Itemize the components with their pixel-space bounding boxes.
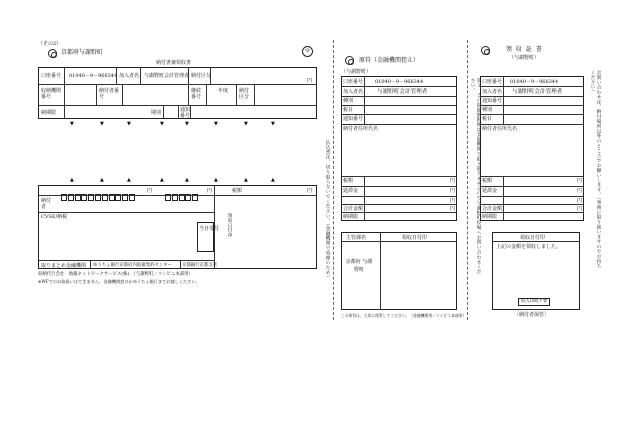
- receipt-row-1: 種別: [482, 107, 493, 113]
- row2-col-4: 納付区分: [239, 88, 250, 100]
- notice-no-label: 通知番号: [180, 107, 191, 119]
- original-row-2: 通知番号: [343, 116, 364, 122]
- code-label: 納付区分: [191, 73, 212, 79]
- payer-label: 納付者: [41, 198, 52, 210]
- bank-label: 取りまとめ金融機関: [41, 263, 87, 269]
- original-payee-value: 与謝野町会計管理者: [377, 89, 428, 95]
- original-sub: （与謝野町）: [341, 69, 372, 75]
- receipt-yen-2: 円: [577, 198, 583, 204]
- receipt-title: 領 収 証 書: [506, 46, 543, 53]
- notice-side-note: 払込票は、切り取らないでください。（金融機関で処理のため）: [325, 140, 330, 280]
- payee-value: 与謝野町会計管理者: [144, 73, 190, 79]
- receipt-yen-0: 円: [577, 178, 583, 184]
- town-name: 京都府与謝野町: [61, 49, 104, 56]
- receipt-amount-1: 延滞金: [482, 188, 498, 194]
- original-row-1: 税目: [343, 107, 354, 113]
- bank-extra: 京都銀行京都支店: [182, 263, 218, 268]
- mark-icon: ゆ: [302, 46, 313, 57]
- company-note: ※WFでのお取扱いはできません。金融機関窓口かゆうちょ銀行までお越しください。: [38, 279, 200, 284]
- yen-mark-3: 円: [307, 188, 313, 194]
- receipt-account-label: 口座番号: [482, 79, 503, 85]
- original-note: この原符は、大切に保管してください。（金融機関用／コンビニ本部用）: [341, 313, 467, 318]
- original-title: 原符（金融機関控え）: [359, 57, 420, 64]
- original-emblem-icon: [345, 56, 354, 65]
- receipt-amount-0: 税額: [482, 178, 493, 184]
- receipt-stamp-label: 領収日付印: [520, 235, 546, 241]
- receipt-amount-3: 納期限: [482, 214, 498, 220]
- receipt-side-right: お問い合わせは、納付場所以外のところでお願いします。（事務に取り扱いますのでお持ちください）: [590, 70, 601, 269]
- date-stamp-label: 領収日付印: [227, 213, 232, 238]
- original-amount-1: 延滞金: [343, 188, 359, 194]
- original-stamp-label: 領収日付印: [402, 235, 428, 241]
- original-amount-2: 合計金額: [343, 206, 364, 212]
- receipt-row-3: 納付者住所氏名: [482, 126, 518, 132]
- receipt-yen-3: 円: [577, 206, 583, 212]
- yen-mark-2: 円: [207, 188, 213, 194]
- original-form: [341, 76, 457, 221]
- detail-label: CVSE/納税: [41, 214, 68, 220]
- received-by-label: 収入印紙不要: [521, 299, 548, 304]
- notice-title: 納付書兼領収書: [156, 60, 192, 66]
- receipt-payee-label: 加入者名: [482, 89, 503, 95]
- due-label: 納期限: [41, 110, 57, 116]
- payee-label: 加入者名: [119, 73, 140, 79]
- sono-label: （その2）: [38, 41, 62, 47]
- original-account-value: 01040－9－966344: [375, 79, 424, 85]
- row2-col-2: 継続番号: [191, 88, 202, 100]
- receipt-keep-label: 〔納付者保管〕: [514, 312, 550, 318]
- account-label: 口座番号: [41, 73, 62, 79]
- yen-mark-top: 円: [307, 78, 313, 84]
- receipt-payee-value: 与謝野町会計管理者: [512, 89, 563, 95]
- row2-col-3: 年度: [218, 88, 229, 94]
- original-row-0: 種別: [343, 98, 354, 104]
- receipt-emblem-icon: [481, 46, 490, 55]
- original-yen-0: 円: [450, 178, 456, 184]
- original-chief-label: 主管課名: [346, 235, 367, 241]
- receipt-stamp-text: 上記の金額を領収しました。: [496, 244, 562, 250]
- original-yen-2: 円: [450, 198, 456, 204]
- original-chief-value: 京都府 与謝野町: [345, 259, 373, 273]
- row2-col-1: 納付者番号: [99, 88, 120, 100]
- ins-label: 当日受付: [199, 226, 220, 232]
- original-amount-0: 税額: [343, 178, 354, 184]
- receipt-account-value: 01040－9－966344: [510, 79, 559, 85]
- original-amount-3: 納期限: [343, 214, 359, 220]
- bank-value: ゆうちょ銀行京都府内取扱集約センター: [93, 263, 172, 268]
- company-label: 収納代行会社 地銀ネットワークサービス(株) （与謝野町／コンビニ本部用）: [38, 272, 193, 277]
- town-emblem-icon: [48, 49, 57, 58]
- original-payee-label: 加入者名: [343, 89, 364, 95]
- row2-col-0: 収納機関番号: [41, 88, 62, 100]
- receipt-side-left: 第１、２の取扱期限後は金融機関で取り扱えませんので与謝野町役場へお問い合わせください。: [470, 78, 481, 274]
- yen-mark-1: 円: [147, 188, 153, 194]
- receipt-row-0: 通知番号: [482, 98, 503, 104]
- period-label: 期別: [151, 110, 162, 116]
- original-account-label: 口座番号: [343, 79, 364, 85]
- original-row-3: 納付者住所氏名: [343, 126, 379, 132]
- tax-label: 税額: [232, 188, 243, 194]
- receipt-yen-1: 円: [577, 188, 583, 194]
- original-yen-3: 円: [450, 206, 456, 212]
- original-yen-1: 円: [450, 188, 456, 194]
- receipt-row-2: 税目: [482, 116, 493, 122]
- account-value: 01040－9－966344: [69, 73, 118, 79]
- receipt-sub: （与謝野町）: [509, 55, 540, 61]
- receipt-amount-2: 合計金額: [482, 206, 503, 212]
